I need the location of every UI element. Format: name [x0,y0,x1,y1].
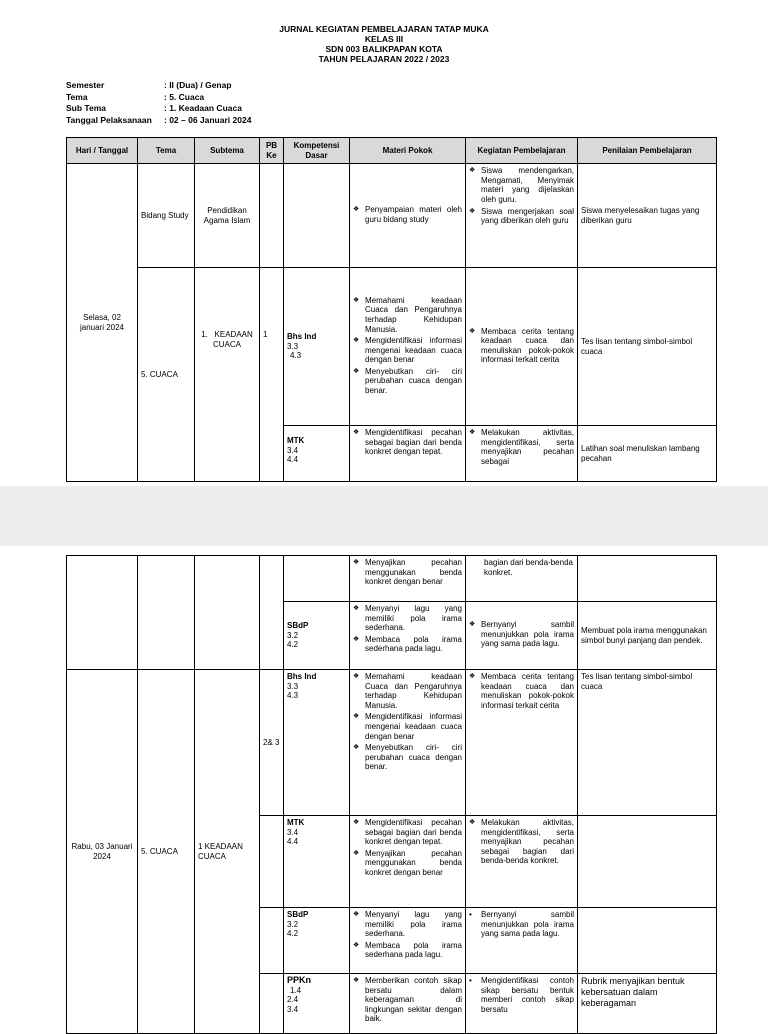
table-row [67,268,717,426]
meta-value: : 5. Cuaca [164,91,205,102]
penilaian-cell [578,908,717,974]
kd-subject: MTK [287,436,305,446]
list-item: ❖ Memberikan contoh sikap bersatu dalam keberagaman di lingkungan sekitar dengan baik. [353,976,462,1024]
pb-cell [260,974,284,1034]
list-item: ❖ Penyampaian materi oleh guru bidang study [353,205,462,224]
list-item: ❖ Membaca cerita tentang keadaan cuaca dan menuliskan pokok-pokok informasi terkait cerita [469,327,574,365]
col-header: Kegiatan Pembelajaran [466,138,578,164]
penilaian-cell: Rubrik menyajikan bentuk kebersatuan dalam keberagaman [578,974,717,1034]
subtema-cell: 1 KEADAAN CUACA [195,670,260,1034]
header-class: KELAS III [364,34,404,44]
list-item: ❖ Melakukan aktivitas, mengidentifikasi, serta menyajikan pecahan sebagai [469,428,574,466]
penilaian-cell: Latihan soal menuliskan lambang pecahan [578,426,717,482]
kegiatan-cell [466,816,578,908]
kegiatan-cell [466,602,578,670]
kd-number: 4.4 [287,455,299,465]
kd-cell [284,426,350,482]
pai-cell: Pendidikan Agama Islam [195,164,260,268]
materi-cell [350,556,466,602]
tema-cell: 5. CUACA [138,268,195,482]
header-school: SDN 003 BALIKPAPAN KOTA [325,44,443,54]
penilaian-cell: Siswa menyelesaikan tugas yang diberikan guru [578,164,717,268]
materi-cell [350,602,466,670]
list-item: ❖ Menyanyi lagu yang memiliki pola irama sederhana. [353,910,462,939]
meta-value: : 02 – 06 Januari 2024 [164,114,252,125]
table-row [67,670,717,816]
kd-number: 3.2 [287,630,299,640]
col-header: Tema [138,138,195,164]
meta-key: Sub Tema [66,103,106,113]
col-header: Hari / Tanggal [67,138,138,164]
list-item: ❖ Siswa mendengarkan, Mengamati, Menyimak materi yang dijelaskan oleh guru. [469,166,574,204]
list-item: ❖ Bernyanyi sambil menunjukkan pola irama yang sama pada lagu. [469,620,574,649]
col-header: Penilaian Pembelajaran [578,138,717,164]
list-item: ❖ Menyanyi lagu yang memiliki pola irama sederhana. [353,604,462,633]
meta-info [66,80,251,126]
kegiatan-cell: bagian dari benda-benda konkret. [466,556,578,602]
tema-cell [138,556,195,670]
col-header: Kompetensi Dasar [284,138,350,164]
list-item: ❖ Membaca pola irama sederhana pada lagu. [353,635,462,654]
kd-number: 3.3 [287,681,299,691]
penilaian-cell [578,556,717,602]
kd-cell [284,670,350,816]
materi-cell [350,974,466,1034]
page-2 [0,546,768,1024]
kd-number: 3.4 [287,445,299,455]
kegiatan-cell [466,908,578,974]
kd-subject: Bhs Ind [287,672,317,681]
penilaian-cell: Membuat pola irama menggunakan simbol bunyi panjang dan pendek. [578,602,717,670]
kd-number: 4.2 [287,640,299,650]
kd-cell [284,908,350,974]
subtema-cell: 1. KEADAAN CUACA [195,268,260,482]
list-item: ❖ Menyajikan pecahan menggunakan benda konkret dengan benar [353,849,462,878]
list-item: ❖ Siswa mengerjakan soal yang diberikan oleh guru [469,207,574,226]
journal-table-page2 [66,555,717,1034]
list-item: ❖ Membaca cerita tentang keadaan cuaca dan menuliskan pokok-pokok informasi terkait cerita [469,672,574,710]
kd-cell [284,602,350,670]
pb-cell: 2& 3 [260,670,284,816]
kd-subject: SBdP [287,910,309,919]
list-item: ❖ Mengidentifikasi informasi mengenai keadaan cuaca dengan benar [353,336,462,365]
list-item: ❖ Memahami keadaan Cuaca dan Pengaruhnya terhadap Kehidupan Manusia. [353,296,462,334]
day-cell: Rabu, 03 Januari 2024 [67,670,138,1034]
day-cell [67,556,138,670]
kegiatan-cell [466,974,578,1034]
kd-number: 4.3 [290,351,302,361]
kegiatan-cell [466,426,578,482]
meta-value: : II (Dua) / Genap [164,80,232,90]
subtema-cell [195,556,260,670]
list-item: ❖ Menyebutkan ciri- ciri perubahan cuaca dengan benar. [353,367,462,396]
materi-cell [350,164,466,268]
col-header: PB Ke [260,138,284,164]
kd-subject: Bhs Ind [287,332,317,342]
page-gap [0,486,768,546]
materi-cell [350,268,466,426]
kd-number: 3.2 [287,919,299,929]
meta-key: Semester [66,80,105,90]
kd-number: 3.3 [287,341,299,351]
journal-table-page1 [66,137,717,482]
kd-cell [284,556,350,602]
list-item: ❖ Mengidentifikasi pecahan sebagai bagian dari benda konkret dengan tepat. [353,428,462,457]
kd-cell [284,164,350,268]
kd-subject: SBdP [287,621,309,631]
header-title: JURNAL KEGIATAN PEMBELAJARAN TATAP MUKA [279,24,489,34]
pb-cell [260,908,284,974]
kd-cell [284,816,350,908]
materi-cell [350,426,466,482]
day-cell: Selasa, 02 januari 2024 [67,164,138,482]
pb-cell [260,556,284,670]
table-row [67,556,717,602]
list-item: ❖ Mengidentifikasi informasi mengenai keadaan cuaca dengan benar [353,712,462,741]
document-header [0,24,768,64]
meta-key: Tanggal Pelaksanaan [66,114,152,125]
penilaian-cell [578,816,717,908]
list-item: • Bernyanyi sambil menunjukkan pola irama yang sama pada lagu. [469,910,574,939]
header-year: TAHUN PELAJARAN 2022 / 2023 [318,54,450,64]
page-1 [0,0,768,486]
kd-number: 3.4 [287,827,299,837]
list-item: ❖ Menyebutkan ciri- ciri perubahan cuaca dengan benar. [353,743,462,772]
table-header-row [67,138,717,164]
pb-cell [260,164,284,268]
kegiatan-cell [466,164,578,268]
penilaian-cell: Tes lisan tentang simbol-simbol cuaca [578,670,717,816]
col-header: Subtema [195,138,260,164]
pb-cell [260,816,284,908]
kd-cell [284,974,350,1034]
bidang-study-cell: Bidang Study [138,164,195,268]
materi-cell [350,816,466,908]
kegiatan-cell [466,268,578,426]
list-item: ❖ Melakukan aktivitas, mengidentifikasi, serta menyajikan pecahan sebagai bagian dari benda-benda konkret. [469,818,574,866]
table-row [67,164,717,268]
kd-number: 4.4 [287,837,299,847]
kd-cell [284,268,350,426]
kd-number: 1.4 [290,985,302,995]
list-item: ❖ Memahami keadaan Cuaca dan Pengaruhnya terhadap Kehidupan Manusia. [353,672,462,710]
kd-number: 3.4 [287,1004,299,1014]
kegiatan-cell [466,670,578,816]
list-item: ❖ Mengidentifikasi pecahan sebagai bagian dari benda konkret dengan tepat. [353,818,462,847]
kd-number: 4.2 [287,929,299,939]
list-item: ❖ Membaca pola irama sederhana pada lagu. [353,941,462,960]
kd-number: 4.3 [287,691,299,701]
kd-number: 2.4 [287,995,299,1005]
list-item: ❖ Menyajikan pecahan menggunakan benda konkret dengan benar [353,558,462,587]
materi-cell [350,908,466,974]
tema-cell: 5. CUACA [138,670,195,1034]
list-item: • Mengidentifikasi contoh sikap bersatu bentuk memberi contoh sikap bersatu [469,976,574,1014]
materi-cell [350,670,466,816]
kd-subject: PPKn [287,975,312,985]
col-header: Materi Pokok [350,138,466,164]
meta-key: Tema [66,91,88,102]
pb-cell: 1 [260,268,284,482]
meta-value: : 1. Keadaan Cuaca [164,103,242,113]
penilaian-cell: Tes lisan tentang simbol-simbol cuaca [578,268,717,426]
kd-subject: MTK [287,818,305,827]
